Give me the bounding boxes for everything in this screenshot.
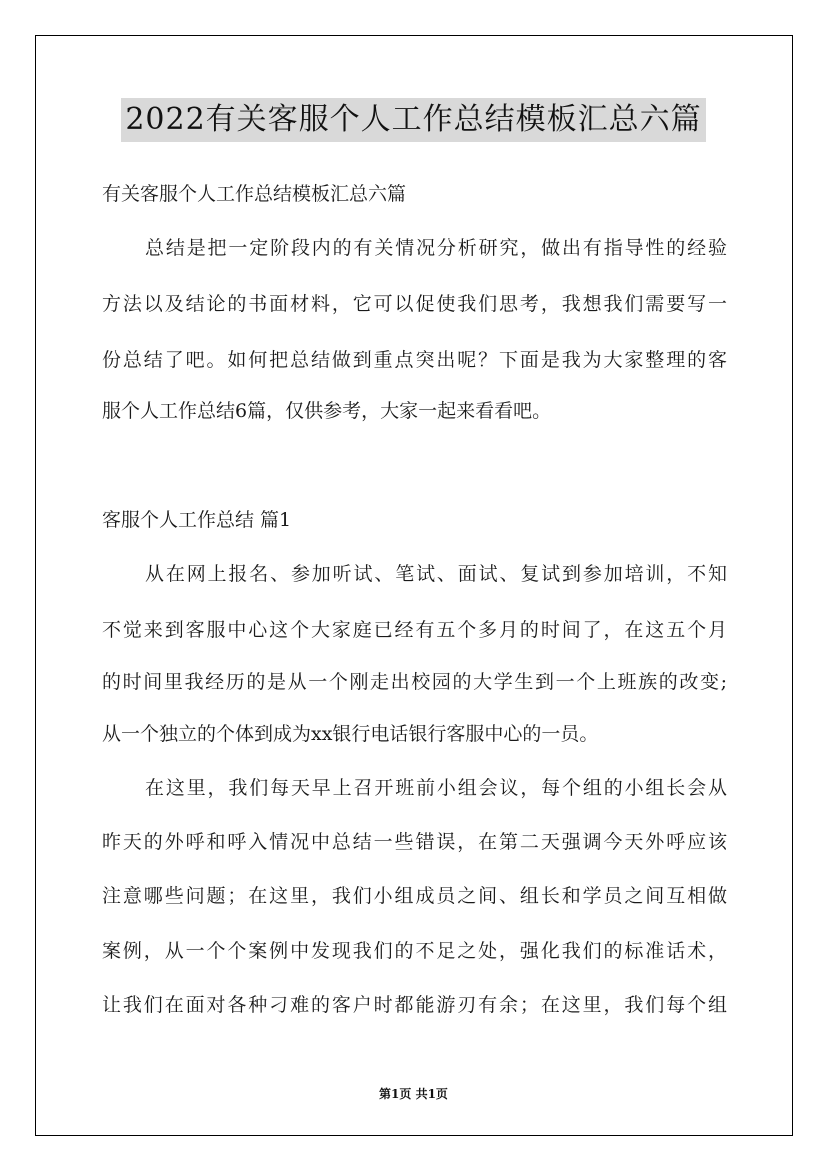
page-footer: [0, 1085, 827, 1102]
paragraph2-line-3: 注意哪些问题；在这里，我们小组成员之间、组长和学员之间互相做: [102, 885, 727, 907]
paragraph1-line-4: 从一个独立的个体到成为xx银行电话银行客服中心的一员。: [102, 723, 599, 745]
page-number: 第1页 共1页: [379, 1087, 448, 1101]
paragraph1-line-3: 的时间里我经历的是从一个刚走出校园的大学生到一个上班族的改变;: [102, 671, 727, 693]
intro-line-3: 份总结了吧。如何把总结做到重点突出呢？下面是我为大家整理的客: [102, 349, 727, 371]
document-title: 2022有关客服个人工作总结模板汇总六篇: [121, 98, 705, 142]
paragraph1-line-2: 不觉来到客服中心这个大家庭已经有五个多月的时间了，在这五个月: [102, 619, 727, 641]
section-heading: 客服个人工作总结 篇1: [102, 509, 292, 531]
intro-line-2: 方法以及结论的书面材料，它可以促使我们思考，我想我们需要写一: [102, 293, 727, 315]
paragraph2-line-1: 在这里，我们每天早上召开班前小组会议，每个组的小组长会从: [145, 777, 727, 799]
title-container: [0, 98, 827, 142]
paragraph1-line-1: 从在网上报名、参加听试、笔试、面试、复试到参加培训，不知: [145, 563, 727, 585]
intro-line-4: 服个人工作总结6篇，仅供参考，大家一起来看看吧。: [102, 400, 552, 422]
paragraph2-line-2: 昨天的外呼和呼入情况中总结一些错误，在第二天强调今天外呼应该: [102, 831, 727, 853]
subtitle: 有关客服个人工作总结模板汇总六篇: [102, 183, 407, 205]
intro-line-1: 总结是把一定阶段内的有关情况分析研究，做出有指导性的经验: [145, 237, 727, 259]
paragraph2-line-4: 案例，从一个个案例中发现我们的不足之处，强化我们的标准话术，: [102, 940, 727, 962]
paragraph2-line-5: 让我们在面对各种刁难的客户时都能游刃有余；在这里，我们每个组: [102, 994, 727, 1016]
